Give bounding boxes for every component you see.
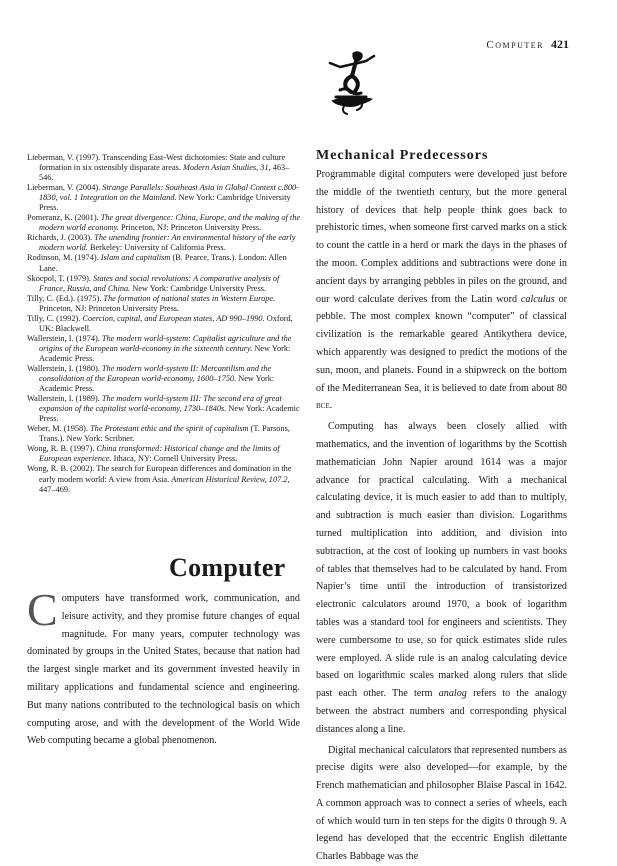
reference-entry: Pomeranz, K. (2001). The great divergence: China, Europe, and the making of the modern world economy. Princeton, NJ: Princeton University Press. <box>27 213 301 233</box>
reference-entry: Wallerstein, I. (1989). The modern world-system III: The second era of great expansion of the capitalist world-economy, 1730–1840s. New York: Academic Press. <box>27 394 301 424</box>
page-number: 421 <box>551 37 569 51</box>
article-title: Computer <box>169 553 286 583</box>
drop-cap: C <box>27 591 58 629</box>
reference-list <box>27 153 301 495</box>
reference-entry: Lieberman, V. (1997). Transcending East-West dichotomies: State and culture formation in six ostensibly disparate areas. Modern Asian Studies, 31, 463–546. <box>27 153 301 183</box>
reference-entry: Weber, M. (1958). The Protestant ethic and the spirit of capitalism (T. Parsons, Trans.). New York: Scribner. <box>27 424 301 444</box>
reference-entry: Richards, J. (2003). The unending frontier: An environmental history of the early modern world. Berkeley: University of California Press. <box>27 233 301 253</box>
reference-entry: Wallerstein, I. (1974). The modern world-system: Capitalist agriculture and the origins of the European world-economy in the sixteenth century. New York: Academic Press. <box>27 334 301 364</box>
reference-entry: Rodinson, M. (1974). Islam and capitalism (B. Pearce, Trans.). London: Allen Lane. <box>27 253 301 273</box>
reference-entry: Lieberman, V. (2004). Strange Parallels: Southeast Asia in Global Context c.800-1830, vol. 1 Integration on the Mainland. New York: Cambridge University Press. <box>27 183 301 213</box>
skateboarder-illustration <box>322 49 380 115</box>
article-intro <box>27 590 300 750</box>
reference-entry: Wong, R. B. (1997). China transformed: Historical change and the limits of European experience. Ithaca, NY: Cornell University Press. <box>27 444 301 464</box>
paragraph: Digital mechanical calculators that represented numbers as precise digits were also developed—for example, by the French mathematician and philosopher Blaise Pascal in 1642. A common approach was to connect a series of wheels, each of which would turn in ten steps for the digits 0 through 9. A legend has developed that the eccentric English dilettante Charles Babbage was the <box>316 742 567 866</box>
header-category: Computer <box>486 39 544 51</box>
reference-entry: Tilly, C. (Ed.). (1975). The formation of national states in Western Europe. Princeton, NJ: Princeton University Press. <box>27 294 301 314</box>
reference-entry: Tilly, C. (1992). Coercion, capital, and European states, AD 990–1990. Oxford, UK: Blackwell. <box>27 314 301 334</box>
running-header <box>486 37 569 52</box>
section-heading: Mechanical Predecessors <box>316 147 567 165</box>
reference-entry: Skocpol, T. (1979). States and social revolutions: A comparative analysis of France, Russia, and China. New York: Cambridge University Press. <box>27 274 301 294</box>
section-column <box>316 147 567 866</box>
reference-entry: Wallerstein, I. (1980). The modern world-system II: Mercantilism and the consolidation of the European world-economy, 1600–1750. New York: Academic Press. <box>27 364 301 394</box>
paragraph: Programmable digital computers were developed just before the middle of the twentieth century, but the more general history of devices that help people think goes back to prehistoric times, when someone first carved marks on a stick to count the cattle in a herd or mark the days in the phases of the moon. Complex additions and subtractions were done in ancient days by arranging pebbles in piles on the ground, and our word calculate derives from the Latin word calculus or pebble. The most complex known “computer” of classical civilization is the remarkable geared Antikythera device, which apparently was designed to predict the motions of the sun, moon, and planets. Found in a shipwreck on the bottom of the Mediterranean Sea, it is believed to date from about 80 bce. <box>316 166 567 415</box>
reference-entry: Wong, R. B. (2002). The search for European differences and domination in the early modern world: A view from Asia. American Historical Review, 107.2, 447–469. <box>27 464 301 494</box>
paragraph: Computing has always been closely allied with mathematics, and the invention of logarithms by the Scottish mathematician John Napier around 1614 was a major advance for practical calculating. With a mechanical calculating device, it is much easier to add than to multiply, and subtraction is much easier than division. Logarithms turned multiplication into addition, and division into subtraction, at the cost of looking up numbers in vast books of tables that themselves had to be calculated by hand. From Napier’s time until the introduction of transistorized electronic calculators around 1970, a book of logarithm tables was a standard tool for engineers and scientists. They were cumbersome to use, so for quick estimates slide rules were employed. A slide rule is an analog calculating device based on logarithmic scales marked along rulers that slide past each other. The term analog refers to the analogy between the abstract numbers and corresponding physical distances along a line. <box>316 418 567 738</box>
intro-text: omputers have transformed work, communication, and leisure activity, and they promise future changes of equal magnitude. For many years, computer technology was dominated by groups in the United States, because that nation had the largest single market and its government invested heavily in military applications and fundamental science and engineering. But many nations contributed to the technological basis on which computing arose, and with the development of the World Wide Web computing became a global phenomenon. <box>27 593 300 746</box>
